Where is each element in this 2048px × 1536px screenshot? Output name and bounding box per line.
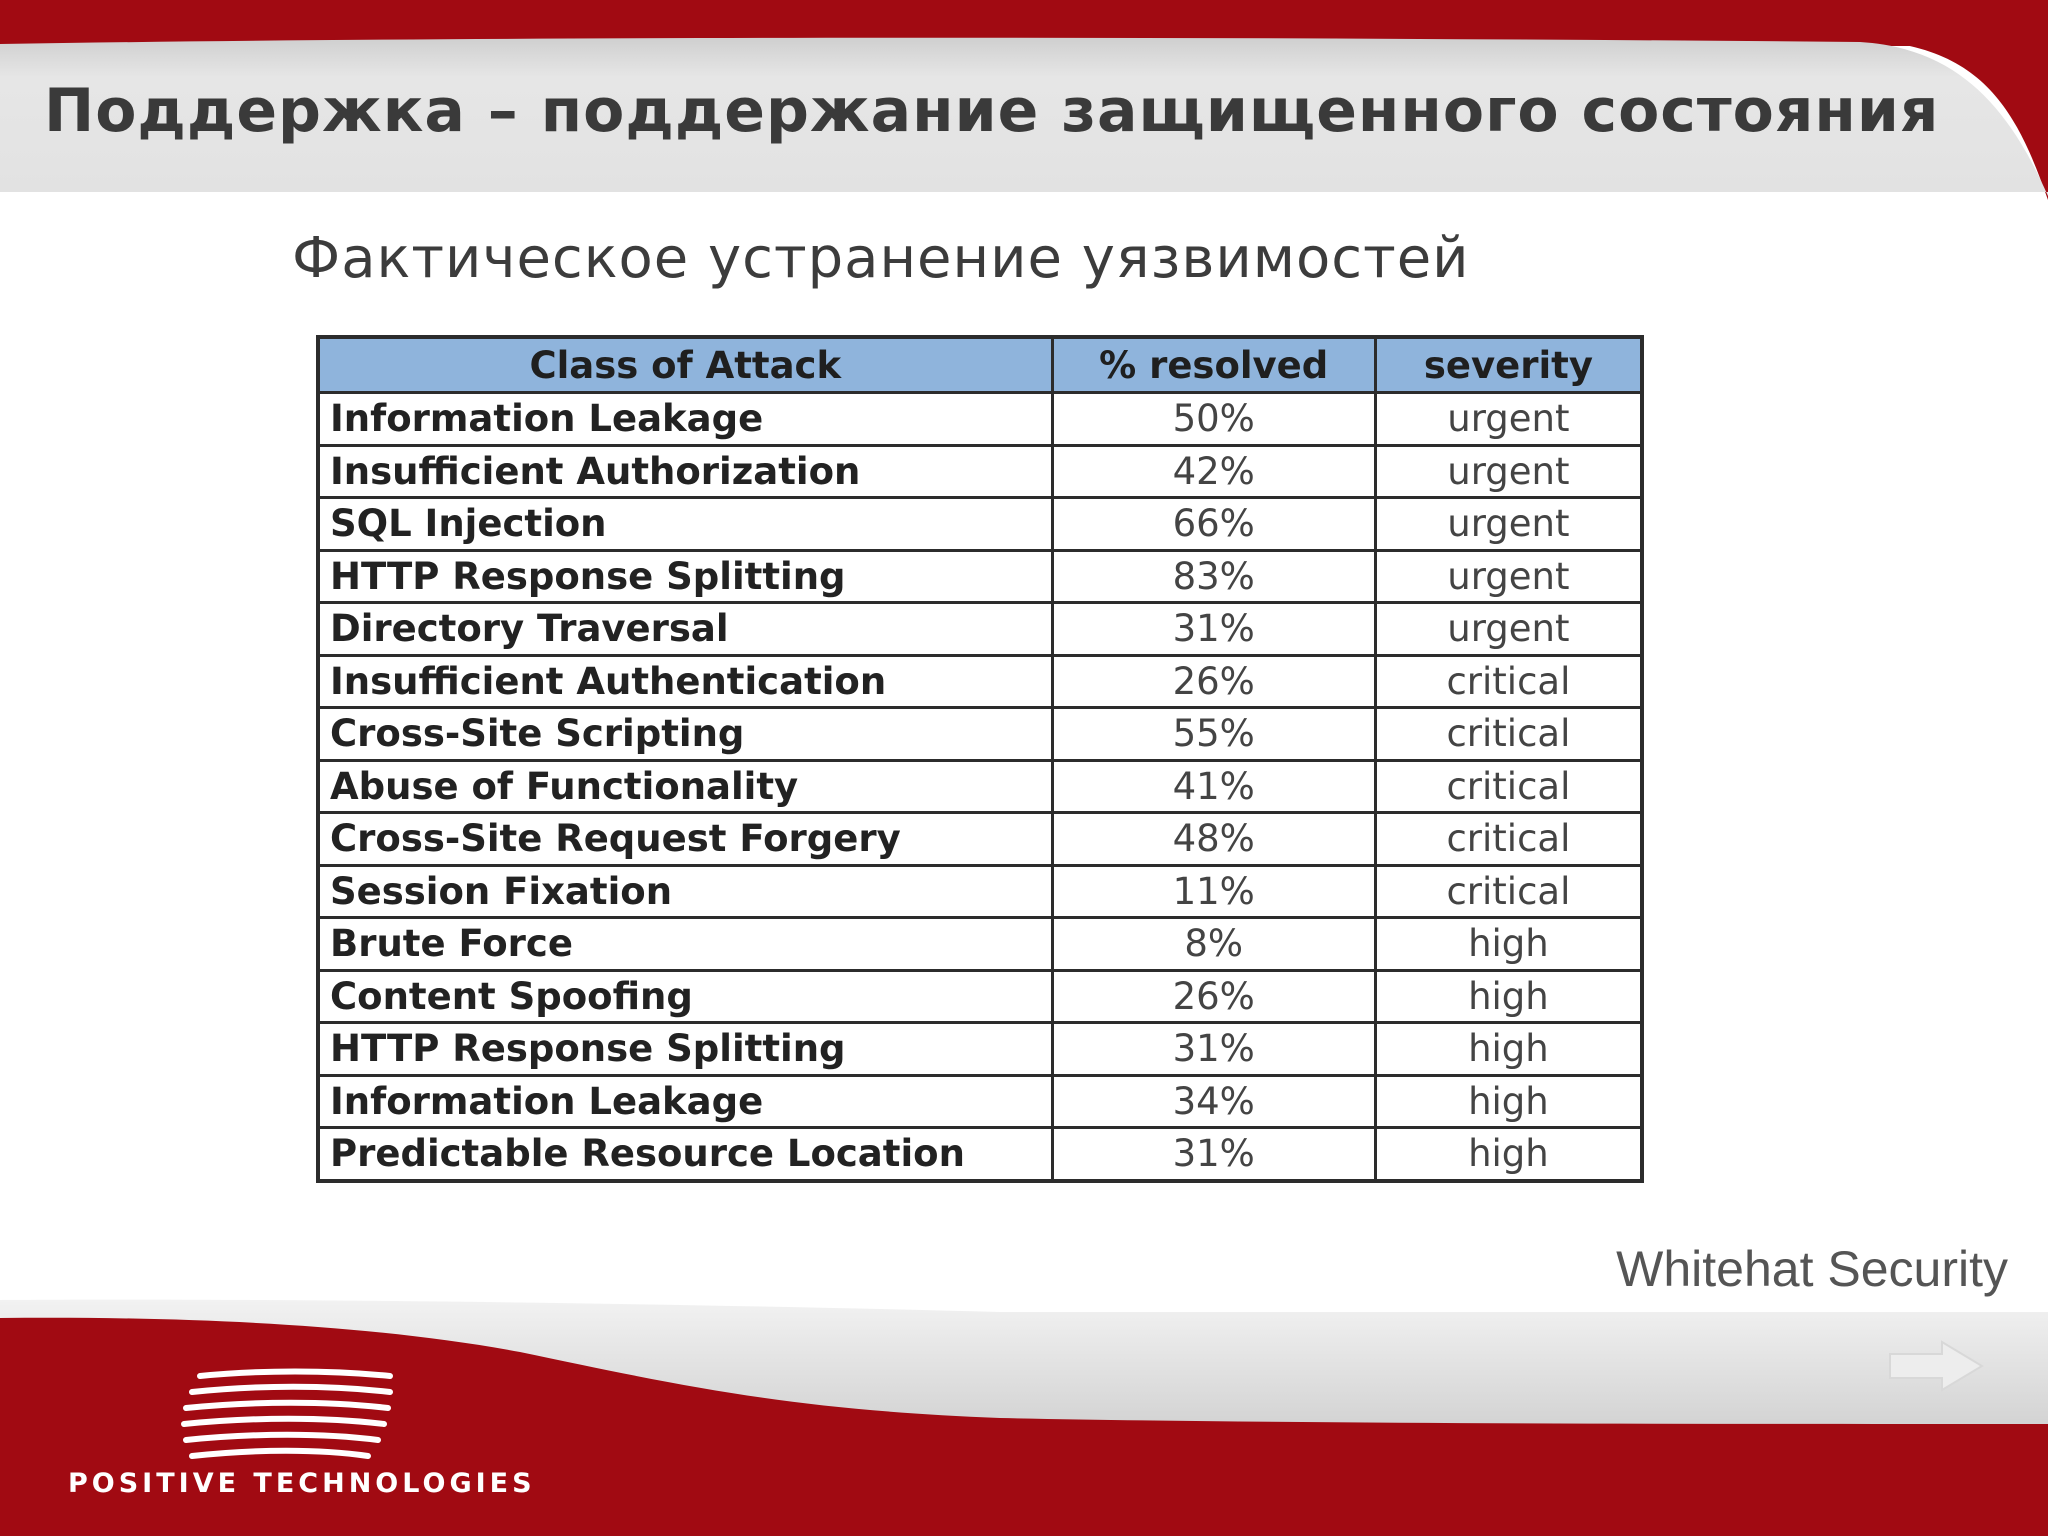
- table-row: [318, 813, 1642, 866]
- percent-resolved-cell: 66%: [1052, 498, 1375, 551]
- percent-resolved-cell: 83%: [1052, 550, 1375, 603]
- severity-cell: high: [1375, 970, 1642, 1023]
- percent-resolved-cell: 42%: [1052, 445, 1375, 498]
- table-row: [318, 760, 1642, 813]
- table-row: [318, 393, 1642, 446]
- severity-cell: critical: [1375, 708, 1642, 761]
- class-of-attack-cell: Brute Force: [318, 918, 1052, 971]
- class-of-attack-cell: Predictable Resource Location: [318, 1128, 1052, 1181]
- table-header-row: [318, 337, 1642, 393]
- percent-resolved-cell: 31%: [1052, 1023, 1375, 1076]
- slide-subtitle: Фактическое устранение уязвимостей: [292, 226, 1470, 291]
- severity-cell: urgent: [1375, 550, 1642, 603]
- vulnerability-table: [316, 335, 1644, 1183]
- header-percent-resolved: % resolved: [1052, 337, 1375, 393]
- table-row: [318, 970, 1642, 1023]
- table-row: [318, 445, 1642, 498]
- severity-cell: urgent: [1375, 445, 1642, 498]
- class-of-attack-cell: SQL Injection: [318, 498, 1052, 551]
- table-row: [318, 498, 1642, 551]
- table-row: [318, 655, 1642, 708]
- table-row: [318, 550, 1642, 603]
- table-row: [318, 603, 1642, 656]
- severity-cell: high: [1375, 1075, 1642, 1128]
- percent-resolved-cell: 34%: [1052, 1075, 1375, 1128]
- table-row: [318, 1075, 1642, 1128]
- positive-technologies-logo-icon: [180, 1368, 400, 1468]
- percent-resolved-cell: 26%: [1052, 970, 1375, 1023]
- percent-resolved-cell: 50%: [1052, 393, 1375, 446]
- header-severity: severity: [1375, 337, 1642, 393]
- severity-cell: urgent: [1375, 393, 1642, 446]
- class-of-attack-cell: Information Leakage: [318, 1075, 1052, 1128]
- class-of-attack-cell: Content Spoofing: [318, 970, 1052, 1023]
- severity-cell: critical: [1375, 865, 1642, 918]
- table-row: [318, 918, 1642, 971]
- slide-title: Поддержка – поддержание защищенного состояния: [44, 76, 1940, 146]
- severity-cell: critical: [1375, 655, 1642, 708]
- class-of-attack-cell: Cross-Site Request Forgery: [318, 813, 1052, 866]
- class-of-attack-cell: HTTP Response Splitting: [318, 1023, 1052, 1076]
- class-of-attack-cell: Insufficient Authorization: [318, 445, 1052, 498]
- arrow-right-icon[interactable]: [1888, 1340, 1984, 1392]
- table-row: [318, 1023, 1642, 1076]
- severity-cell: urgent: [1375, 498, 1642, 551]
- percent-resolved-cell: 55%: [1052, 708, 1375, 761]
- class-of-attack-cell: Session Fixation: [318, 865, 1052, 918]
- class-of-attack-cell: Directory Traversal: [318, 603, 1052, 656]
- severity-cell: high: [1375, 1023, 1642, 1076]
- percent-resolved-cell: 31%: [1052, 1128, 1375, 1181]
- percent-resolved-cell: 26%: [1052, 655, 1375, 708]
- logo-wordmark: POSITIVE TECHNOLOGIES: [68, 1468, 536, 1499]
- class-of-attack-cell: HTTP Response Splitting: [318, 550, 1052, 603]
- source-credit: Whitehat Security: [1616, 1241, 2008, 1297]
- table-row: [318, 708, 1642, 761]
- class-of-attack-cell: Information Leakage: [318, 393, 1052, 446]
- severity-cell: high: [1375, 1128, 1642, 1181]
- table-row: [318, 1128, 1642, 1181]
- percent-resolved-cell: 8%: [1052, 918, 1375, 971]
- severity-cell: urgent: [1375, 603, 1642, 656]
- percent-resolved-cell: 48%: [1052, 813, 1375, 866]
- severity-cell: critical: [1375, 760, 1642, 813]
- severity-cell: high: [1375, 918, 1642, 971]
- class-of-attack-cell: Insufficient Authentication: [318, 655, 1052, 708]
- table-row: [318, 865, 1642, 918]
- severity-cell: critical: [1375, 813, 1642, 866]
- class-of-attack-cell: Cross-Site Scripting: [318, 708, 1052, 761]
- class-of-attack-cell: Abuse of Functionality: [318, 760, 1052, 813]
- header-class-of-attack: Class of Attack: [318, 337, 1052, 393]
- percent-resolved-cell: 31%: [1052, 603, 1375, 656]
- percent-resolved-cell: 41%: [1052, 760, 1375, 813]
- percent-resolved-cell: 11%: [1052, 865, 1375, 918]
